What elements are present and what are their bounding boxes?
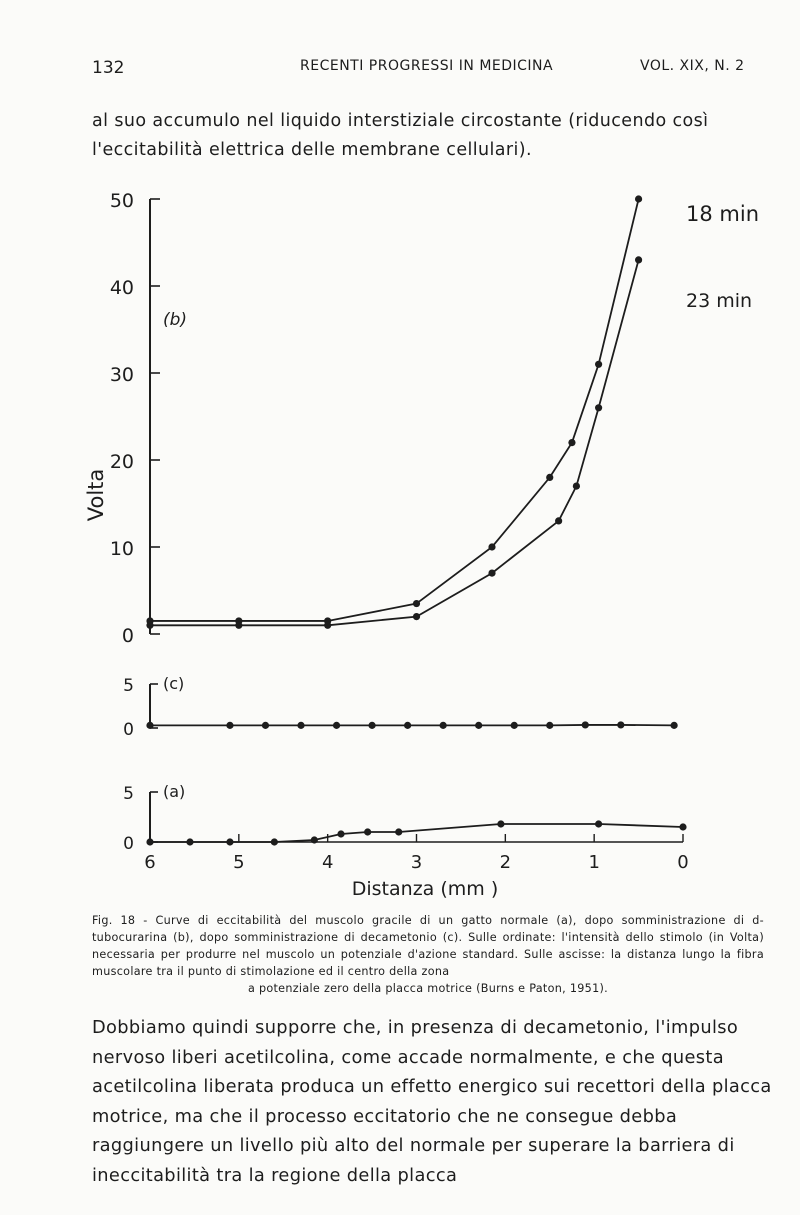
panel-c bbox=[123, 674, 678, 740]
panel-c-curves bbox=[146, 721, 677, 729]
caption-text: Fig. 18 - Curve di eccitabilità del muscolo gracile di un gatto normale (a), dopo somministrazione di d-tubocurarina (b), dopo somministrazione di decametonio (c). Sulle ordinate: l'intensità dello stimolo (in Volta) necessaria per produrre nel muscolo un potenziale d'azione standard. Sulle ascisse: la distanza lungo la fibra muscolare tra il punto di stimolazione ed il centro della zona bbox=[92, 914, 764, 978]
panel-a-x-tick-label: 2 bbox=[499, 852, 512, 873]
panel-a-series-1-point bbox=[186, 838, 193, 845]
panel-c-series-1-point bbox=[226, 722, 233, 729]
panel-c-y-tick-label: 0 bbox=[123, 720, 134, 740]
panel-a-series-1-point bbox=[311, 836, 318, 843]
panel-a-y-tick-label: 0 bbox=[123, 834, 134, 854]
panel-a-y-tick-label: 5 bbox=[123, 784, 134, 804]
panel-c-series-1-point bbox=[671, 722, 678, 729]
panel-b-y-tick-label: 30 bbox=[109, 364, 134, 386]
panel-a-x-tick-label: 5 bbox=[233, 852, 245, 873]
panel-b-y-tick-label: 0 bbox=[121, 625, 134, 647]
panel-a-series-1-point bbox=[497, 820, 504, 827]
panel-a-series-1-point bbox=[679, 823, 686, 830]
panel-c-series-1-point bbox=[146, 722, 153, 729]
page-number: 132 bbox=[92, 58, 125, 78]
panel-a-x-tick-label: 3 bbox=[410, 852, 423, 873]
panel-a-x-tick-label: 6 bbox=[144, 852, 156, 873]
panel-b-series-2-point bbox=[488, 570, 495, 577]
panel-b-series-2-point bbox=[324, 622, 331, 629]
panel-b-series-1-line bbox=[150, 199, 639, 621]
panel-a-x-tick-label: 4 bbox=[321, 852, 334, 873]
panel-c-label: (c) bbox=[163, 674, 185, 693]
panel-a-label: (a) bbox=[163, 782, 186, 801]
panel-c-y-ticks bbox=[123, 676, 158, 740]
x-axis-label: Distanza (mm ) bbox=[351, 878, 499, 900]
panel-a-x-ticks bbox=[144, 834, 688, 873]
panel-c-series-1-point bbox=[475, 722, 482, 729]
panel-a-x-tick-label: 0 bbox=[677, 852, 689, 873]
annotation-23-min: 23 min bbox=[686, 290, 753, 312]
panel-b-series-2-point bbox=[595, 404, 602, 411]
panel-b-series-2-point bbox=[555, 517, 562, 524]
panel-c-series-1-point bbox=[404, 722, 411, 729]
annotation-18-min: 18 min bbox=[686, 202, 759, 226]
panel-c-series-1-point bbox=[440, 722, 447, 729]
panel-b-y-ticks bbox=[110, 190, 160, 647]
panel-b-series-1-point bbox=[413, 600, 420, 607]
y-axis-label: Volta bbox=[84, 468, 108, 522]
panel-b-series-2-point bbox=[146, 622, 153, 629]
panel-c-series-1-point bbox=[511, 722, 518, 729]
panel-b-series-2-point bbox=[635, 256, 642, 263]
panel-b-series-2-point bbox=[573, 483, 580, 490]
panel-a-x-tick-label: 1 bbox=[588, 852, 600, 873]
panel-c-series-1-point bbox=[368, 722, 375, 729]
panel-b-series-2-line bbox=[150, 260, 639, 625]
panel-b-y-tick-label: 50 bbox=[109, 190, 134, 212]
caption-last-line: a potenziale zero della placca motrice (Burns e Paton, 1951). bbox=[247, 982, 609, 995]
panel-b-curves bbox=[146, 195, 642, 629]
body-paragraph: Dobbiamo quindi supporre che, in presenza di decametonio, l'impulso nervoso liberi acetilcolina, come accade normalmente, e che questa acetilcolina liberata produca un effetto energico sui recettori della placca motrice, ma che il processo eccitatorio che ne consegue debba raggiungere un livello più alto del normale per superare la barriera di ineccitabilità tra la regione della placca bbox=[92, 1017, 772, 1186]
panel-a-series-1-point bbox=[395, 828, 402, 835]
panel-a-series-1-point bbox=[271, 838, 278, 845]
panel-b-label: (b) bbox=[163, 310, 188, 330]
panel-b-series-1-point bbox=[635, 195, 642, 202]
panel-b-y-tick-label: 20 bbox=[109, 451, 134, 473]
panel-a-series-1-point bbox=[337, 830, 344, 837]
panel-c-series-1-point bbox=[262, 722, 269, 729]
panel-a-series-1-point bbox=[146, 838, 153, 845]
panel-c-series-1-point bbox=[333, 722, 340, 729]
panel-b-series-1-point bbox=[568, 439, 575, 446]
panel-c-series-1-point bbox=[297, 722, 304, 729]
panel-b-y-tick-label: 10 bbox=[109, 538, 134, 560]
panel-a-series-1-point bbox=[595, 820, 602, 827]
panel-b-series-1-point bbox=[546, 474, 553, 481]
panel-c-y-tick-label: 5 bbox=[123, 676, 134, 696]
running-head: RECENTI PROGRESSI IN MEDICINA bbox=[300, 58, 554, 74]
intro-paragraph: al suo accumulo nel liquido interstiziale circostante (riducendo così l'eccitabilità elettrica delle membrane cellulari). bbox=[92, 111, 709, 160]
panel-b-series-1-point bbox=[488, 543, 495, 550]
panel-a-series-1-point bbox=[226, 838, 233, 845]
panel-b-series-2-point bbox=[413, 613, 420, 620]
panel-b-series-1-point bbox=[595, 361, 602, 368]
panel-a-series-1-point bbox=[364, 828, 371, 835]
panel-a bbox=[123, 782, 689, 873]
panel-b bbox=[110, 190, 759, 647]
panel-b-series-2-point bbox=[235, 622, 242, 629]
volume-issue: VOL. XIX, N. 2 bbox=[640, 58, 745, 74]
panel-c-series-1-point bbox=[582, 721, 589, 728]
panel-c-series-1-point bbox=[617, 721, 624, 728]
figure-caption bbox=[92, 912, 764, 997]
panel-b-y-tick-label: 40 bbox=[109, 277, 134, 299]
panel-c-series-1-point bbox=[546, 722, 553, 729]
